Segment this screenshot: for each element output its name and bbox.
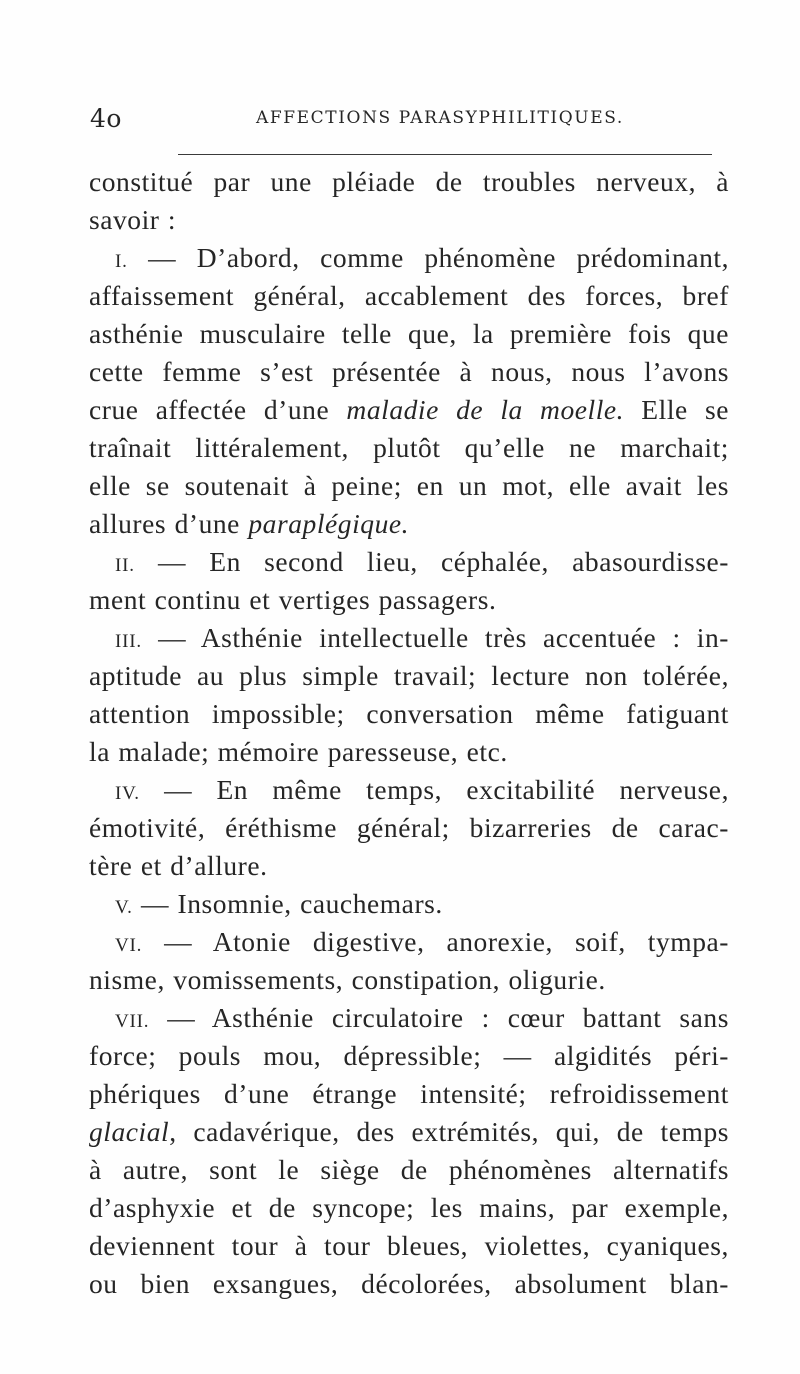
list-item-1: I. — D’abord, comme phénomène prédominant, [115, 242, 729, 273]
italic-term: glacial [89, 1116, 170, 1147]
list-item-3: III. — Asthénie intellectuelle très accentuée : in- [115, 622, 729, 653]
roman-numeral: V. [115, 897, 133, 918]
text-line: traînait littéralement, plutôt qu’elle ne marchait; [89, 432, 729, 463]
text-line: glacial, cadavérique, des extrémités, qui, de temps [89, 1116, 729, 1147]
text-line: constitué par une pléiade de troubles nerveux, à [89, 166, 729, 197]
text-line: asthénie musculaire telle que, la première fois que [89, 318, 729, 349]
text-line: tère et d’allure. [89, 850, 268, 881]
running-title: AFFECTIONS PARASYPHILITIQUES. [256, 108, 624, 128]
text-line: crue affectée d’une maladie de la moelle. Elle se [89, 394, 730, 425]
list-item-6: VI. — Atonie digestive, anorexie, soif, tympa- [115, 926, 729, 957]
text-line: savoir : [89, 204, 177, 235]
list-item-2: II. — En second lieu, céphalée, abasourdisse- [115, 546, 729, 577]
body-text [89, 163, 729, 1303]
text-line: affaissement général, accablement des forces, bref [89, 280, 729, 311]
text-line: nisme, vomissements, constipation, oligurie. [89, 964, 606, 995]
roman-numeral: IV. [115, 783, 140, 804]
text-line: ment continu et vertiges passagers. [89, 584, 497, 615]
roman-numeral: III. [115, 631, 142, 652]
text-line: allures d’une paraplégique. [89, 508, 410, 539]
page-number: 4o [90, 104, 122, 133]
list-item-5: V. — Insomnie, cauchemars. [115, 888, 443, 919]
list-item-4: IV. — En même temps, excitabilité nerveuse, [115, 774, 729, 805]
roman-numeral: I. [115, 251, 128, 272]
roman-numeral: II. [115, 555, 135, 576]
italic-term: maladie de la moelle. [346, 394, 625, 425]
text-line: cette femme s’est présentée à nous, nous l’avons [89, 356, 729, 387]
text-line: à autre, sont le siège de phénomènes alternatifs [89, 1154, 729, 1185]
list-item-7: VII. — Asthénie circulatoire : cœur battant sans [115, 1002, 729, 1033]
text-line: la malade; mémoire paresseuse, etc. [89, 736, 508, 767]
text-line: d’asphyxie et de syncope; les mains, par exemple, [89, 1192, 729, 1223]
text-line: force; pouls mou, dépressible; — algidités péri- [89, 1040, 729, 1071]
italic-term: paraplégique. [248, 508, 410, 539]
text-line: émotivité, éréthisme général; bizarreries de carac- [89, 812, 729, 843]
text-line: attention impossible; conversation même fatiguant [89, 698, 729, 729]
text-line: phériques d’une étrange intensité; refroidissement [89, 1078, 729, 1109]
text-line: ou bien exsangues, décolorées, absolument blan- [89, 1268, 729, 1299]
text-line: aptitude au plus simple travail; lecture non tolérée, [89, 660, 729, 691]
header-rule [178, 154, 712, 155]
running-head [90, 104, 730, 144]
text-line: deviennent tour à tour bleues, violettes, cyaniques, [89, 1230, 729, 1261]
text-line: elle se soutenait à peine; en un mot, elle avait les [89, 470, 729, 501]
roman-numeral: VI. [115, 935, 143, 956]
roman-numeral: VII. [115, 1011, 150, 1032]
